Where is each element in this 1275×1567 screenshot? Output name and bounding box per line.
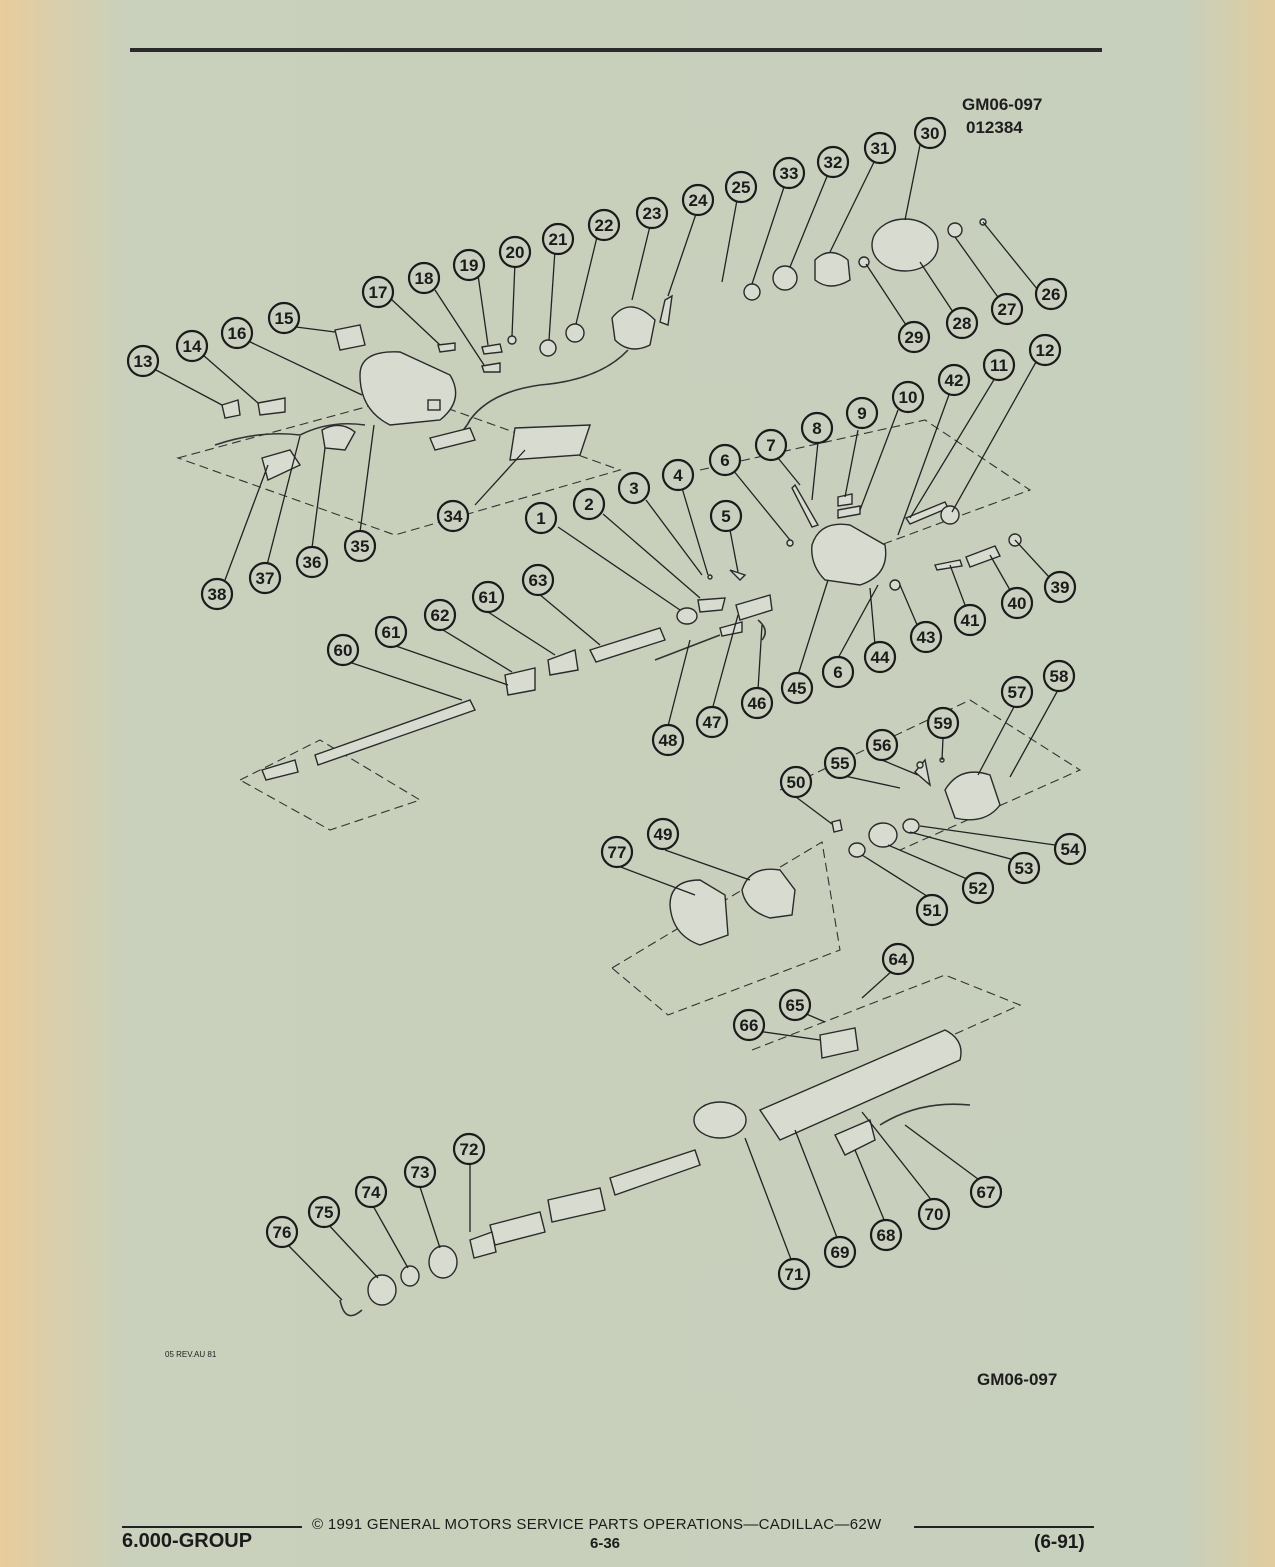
svg-text:59: 59 [933, 714, 953, 733]
svg-text:38: 38 [207, 585, 227, 604]
svg-text:47: 47 [702, 713, 722, 732]
svg-text:36: 36 [302, 553, 322, 572]
svg-text:27: 27 [997, 300, 1017, 319]
svg-text:19: 19 [459, 256, 479, 275]
callout-55 [825, 748, 855, 778]
svg-text:10: 10 [898, 388, 918, 407]
callout-65 [780, 990, 810, 1020]
diagram-footer-code: GM06-097 [977, 1370, 1058, 1389]
svg-text:2: 2 [584, 495, 594, 514]
svg-text:6: 6 [833, 663, 843, 682]
svg-text:16: 16 [227, 324, 247, 343]
callout-15 [269, 303, 299, 333]
callout-27 [992, 294, 1022, 324]
callout-14 [177, 331, 207, 361]
svg-text:44: 44 [870, 648, 890, 667]
svg-text:25: 25 [731, 178, 751, 197]
svg-text:53: 53 [1014, 859, 1034, 878]
callout-30 [915, 118, 945, 148]
callout-37 [250, 563, 280, 593]
svg-text:6: 6 [720, 451, 730, 470]
svg-text:49: 49 [653, 825, 673, 844]
svg-text:12: 12 [1035, 341, 1055, 360]
svg-text:56: 56 [872, 736, 892, 755]
callout-54 [1055, 834, 1085, 864]
callout-45 [782, 673, 812, 703]
svg-text:61: 61 [478, 588, 498, 607]
callout-75 [309, 1197, 339, 1227]
svg-text:29: 29 [904, 328, 924, 347]
shroud-parts [215, 219, 986, 480]
svg-text:11: 11 [990, 356, 1008, 375]
callout-28 [947, 308, 977, 338]
callout-49 [648, 819, 678, 849]
callout-61b [376, 617, 406, 647]
callout-62 [425, 600, 455, 630]
svg-text:51: 51 [922, 901, 942, 920]
svg-text:35: 35 [350, 537, 370, 556]
svg-text:46: 46 [747, 694, 767, 713]
svg-text:75: 75 [314, 1203, 334, 1222]
callout-66 [734, 1010, 764, 1040]
svg-text:5: 5 [721, 507, 731, 526]
svg-text:57: 57 [1007, 683, 1027, 702]
callout-74 [356, 1177, 386, 1207]
svg-text:68: 68 [876, 1226, 896, 1245]
svg-text:77: 77 [607, 843, 627, 862]
callout-64 [883, 944, 913, 974]
footer-page-number: 6-36 [590, 1535, 621, 1552]
figure-date: 012384 [966, 118, 1023, 137]
callout-13 [128, 346, 158, 376]
callout-67 [971, 1177, 1001, 1207]
callout-71 [779, 1259, 809, 1289]
svg-text:55: 55 [830, 754, 850, 773]
footer-copyright: © 1991 GENERAL MOTORS SERVICE PARTS OPERATIONS—CADILLAC—62W [312, 1516, 882, 1533]
callout-8 [802, 413, 832, 443]
footer-group: 6.000-GROUP [122, 1530, 253, 1552]
svg-text:13: 13 [133, 352, 153, 371]
callout-43 [911, 622, 941, 652]
lower-housing-parts [670, 758, 1000, 945]
callout-32 [818, 147, 848, 177]
svg-text:4: 4 [673, 466, 683, 485]
callout-5 [711, 501, 741, 531]
callout-2 [574, 489, 604, 519]
svg-text:61: 61 [381, 623, 401, 642]
callout-10 [893, 382, 923, 412]
svg-text:52: 52 [968, 879, 988, 898]
callout-70 [919, 1199, 949, 1229]
svg-text:37: 37 [255, 569, 275, 588]
callout-36 [297, 547, 327, 577]
callout-42 [939, 365, 969, 395]
svg-text:14: 14 [182, 337, 202, 356]
svg-text:7: 7 [766, 436, 776, 455]
callout-41 [955, 605, 985, 635]
callout-25 [726, 172, 756, 202]
callout-77 [602, 837, 632, 867]
callout-6 [710, 445, 740, 475]
callout-60 [328, 635, 358, 665]
callout-22 [589, 210, 619, 240]
svg-text:71: 71 [784, 1265, 804, 1284]
svg-text:40: 40 [1007, 594, 1027, 613]
svg-text:64: 64 [888, 950, 908, 969]
svg-text:74: 74 [361, 1183, 381, 1202]
svg-text:9: 9 [857, 404, 867, 423]
callout-53 [1009, 853, 1039, 883]
svg-text:65: 65 [785, 996, 805, 1015]
svg-text:58: 58 [1049, 667, 1069, 686]
svg-text:30: 30 [920, 124, 940, 143]
footer-rule-right [914, 1526, 1094, 1528]
svg-text:31: 31 [870, 139, 890, 158]
svg-text:72: 72 [459, 1140, 479, 1159]
callout-6b [823, 657, 853, 687]
callout-56 [867, 730, 897, 760]
callout-40 [1002, 588, 1032, 618]
figure-code: GM06-097 [962, 95, 1043, 114]
callout-57 [1002, 677, 1032, 707]
callout-59 [928, 708, 958, 738]
svg-text:50: 50 [786, 773, 806, 792]
callout-44 [865, 642, 895, 672]
callout-24 [683, 185, 713, 215]
svg-text:26: 26 [1041, 285, 1061, 304]
svg-text:42: 42 [944, 371, 964, 390]
svg-text:1: 1 [536, 509, 546, 528]
svg-text:3: 3 [629, 479, 639, 498]
callout-29 [899, 322, 929, 352]
svg-text:48: 48 [658, 731, 678, 750]
svg-text:67: 67 [976, 1183, 996, 1202]
callout-63 [523, 565, 553, 595]
svg-text:54: 54 [1060, 840, 1080, 859]
callout-20 [500, 237, 530, 267]
svg-text:18: 18 [414, 269, 434, 288]
callout-51 [917, 895, 947, 925]
svg-text:45: 45 [787, 679, 807, 698]
footer-rule-left [122, 1526, 302, 1528]
callout-9 [847, 398, 877, 428]
svg-text:28: 28 [952, 314, 972, 333]
svg-text:43: 43 [916, 628, 936, 647]
svg-text:41: 41 [960, 611, 980, 630]
svg-text:24: 24 [688, 191, 708, 210]
callout-68 [871, 1220, 901, 1250]
callout-21 [543, 224, 573, 254]
callout-12 [1030, 335, 1060, 365]
callout-50 [781, 767, 811, 797]
callout-34 [438, 501, 468, 531]
svg-text:33: 33 [779, 164, 799, 183]
svg-text:21: 21 [548, 230, 568, 249]
svg-text:73: 73 [410, 1163, 430, 1182]
svg-text:70: 70 [924, 1205, 944, 1224]
callout-35 [345, 531, 375, 561]
callout-39 [1045, 572, 1075, 602]
svg-text:8: 8 [812, 419, 822, 438]
callout-19 [454, 250, 484, 280]
callout-46 [742, 688, 772, 718]
callout-31 [865, 133, 895, 163]
svg-text:17: 17 [368, 283, 388, 302]
callout-38 [202, 579, 232, 609]
callout-16 [222, 318, 252, 348]
svg-text:34: 34 [443, 507, 463, 526]
svg-text:76: 76 [272, 1223, 292, 1242]
callout-61 [473, 582, 503, 612]
callout-18 [409, 263, 439, 293]
callout-72 [454, 1134, 484, 1164]
callout-17 [363, 277, 393, 307]
svg-text:69: 69 [830, 1243, 850, 1262]
svg-text:22: 22 [594, 216, 614, 235]
svg-text:15: 15 [274, 309, 294, 328]
revision-note: 05 REV.AU 81 [165, 1350, 217, 1359]
footer-date: (6-91) [1034, 1532, 1085, 1553]
callout-76 [267, 1217, 297, 1247]
callout-69 [825, 1237, 855, 1267]
callout-1 [526, 503, 556, 533]
callout-7 [756, 430, 786, 460]
callout-73 [405, 1157, 435, 1187]
callout-23 [637, 198, 667, 228]
svg-text:20: 20 [505, 243, 525, 262]
callout-26 [1036, 279, 1066, 309]
callout-33 [774, 158, 804, 188]
svg-text:60: 60 [333, 641, 353, 660]
callout-11 [984, 350, 1014, 380]
svg-text:32: 32 [823, 153, 843, 172]
svg-text:63: 63 [528, 571, 548, 590]
callout-52 [963, 873, 993, 903]
svg-text:66: 66 [739, 1016, 759, 1035]
callout-58 [1044, 661, 1074, 691]
callout-3 [619, 473, 649, 503]
callout-47 [697, 707, 727, 737]
steering-shaft-parts [262, 628, 665, 780]
callout-4 [663, 460, 693, 490]
svg-text:23: 23 [642, 204, 662, 223]
callout-48 [653, 725, 683, 755]
svg-text:39: 39 [1050, 578, 1070, 597]
svg-text:62: 62 [430, 606, 450, 625]
